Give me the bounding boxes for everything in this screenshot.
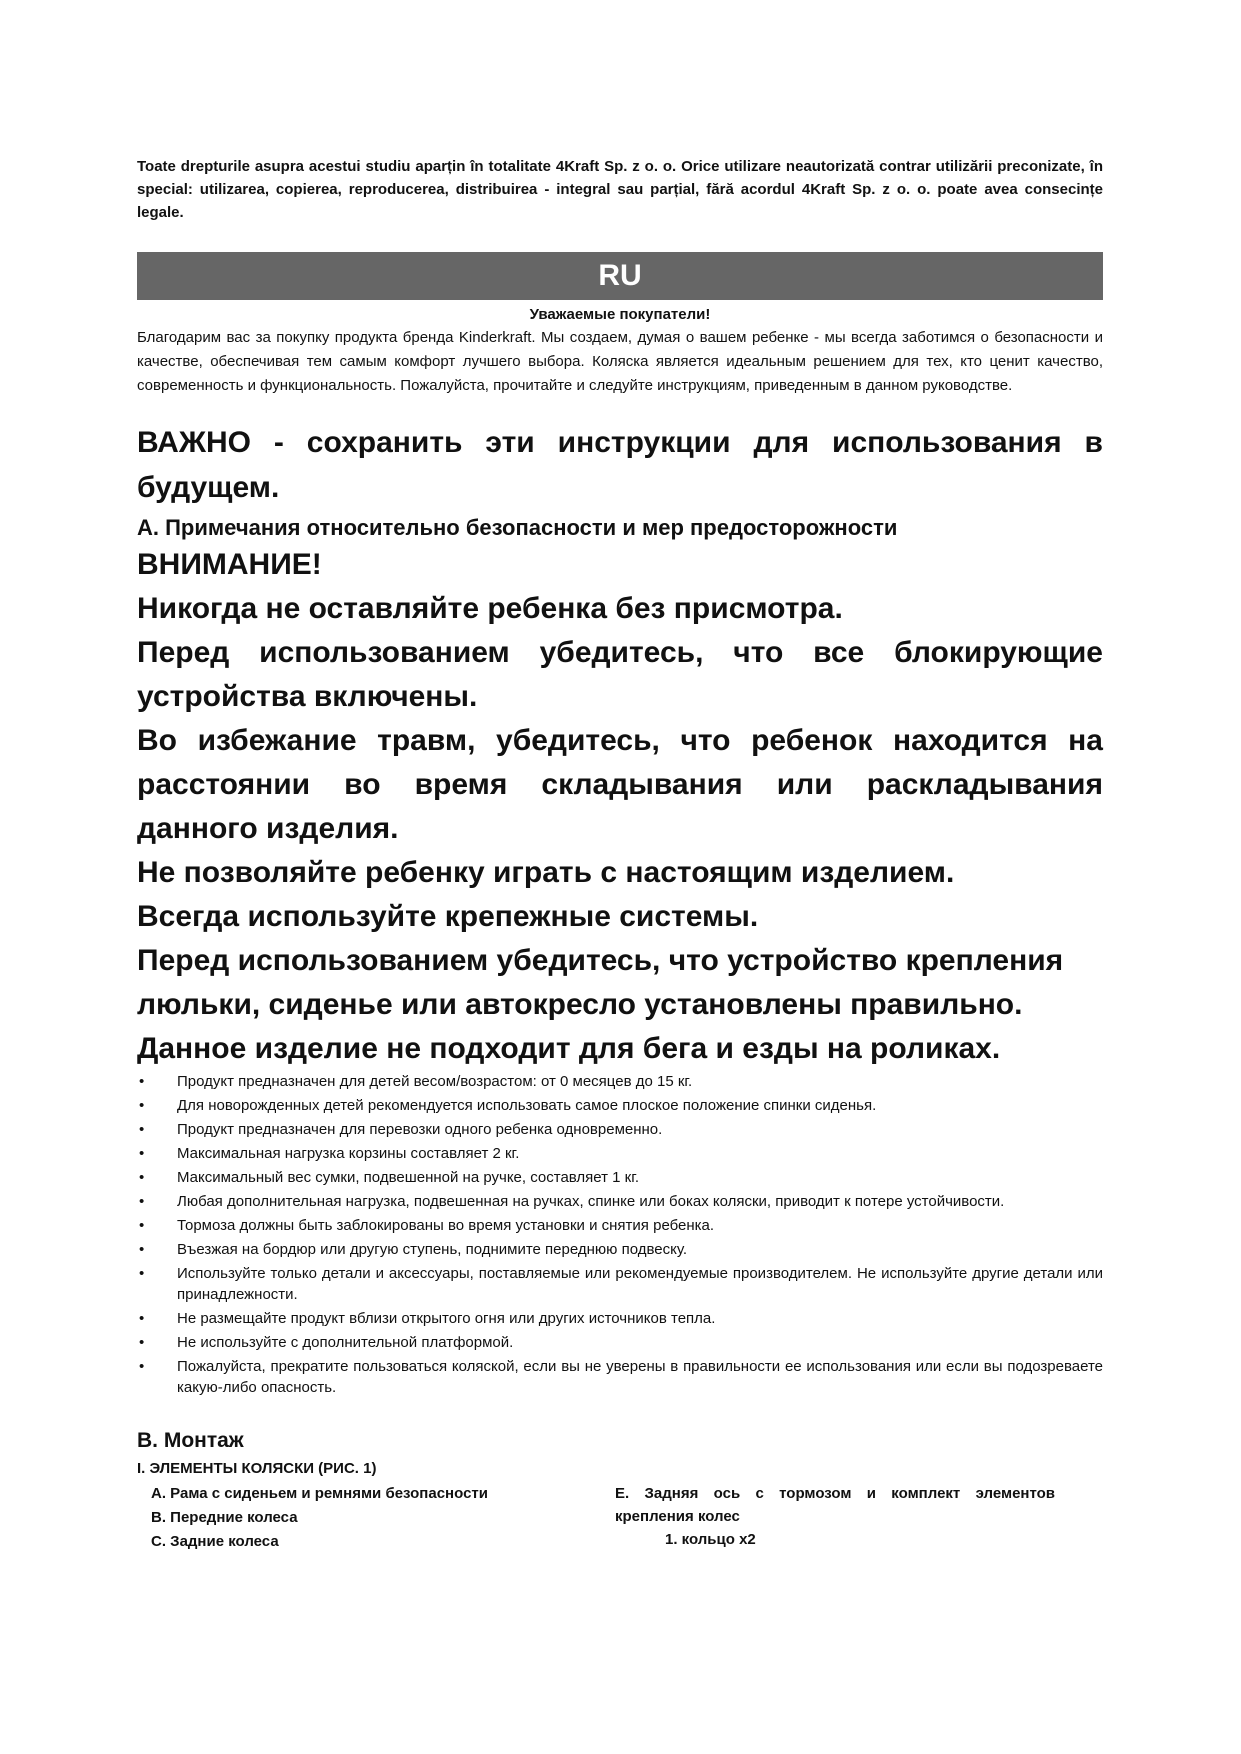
- list-item: • Используйте только детали и аксессуары, поставляемые или рекомендуемые производителем. Не используйте другие детали или принадлежности.: [139, 1265, 1103, 1303]
- important-notice: ВАЖНО - сохранить эти инструкции для использования в будущем.: [137, 426, 1103, 504]
- part-sub-item: 1. кольцо x2: [665, 1531, 756, 1548]
- list-item: • Любая дополнительная нагрузка, подвешенная на ручках, спинке или боках коляски, приводит к потере устойчивости.: [139, 1193, 1005, 1210]
- warning-line: Перед использованием убедитесь, что все блокирующие устройства включены.: [137, 636, 1103, 713]
- part-item: C. Задние колеса: [151, 1533, 279, 1550]
- parts-list-right: [615, 1482, 1055, 1551]
- bullet-icon: •: [139, 1217, 145, 1234]
- bullet-icon: •: [139, 1310, 145, 1327]
- list-item: • Тормоза должны быть заблокированы во время установки и снятия ребенка.: [139, 1217, 715, 1234]
- warning-title: ВНИМАНИЕ!: [137, 548, 322, 581]
- list-item: • Максимальная нагрузка корзины составляет 2 кг.: [139, 1145, 520, 1162]
- bullet-icon: •: [139, 1241, 145, 1258]
- copyright-notice: Toate drepturile asupra acestui studiu aparțin în totalitate 4Kraft Sp. z o. o. Orice utilizare neautorizată contrar utilizării preconizate, în special: utilizarea, copierea, reproducerea, distribuirea - integral sau parțial, fără acordul 4Kraft Sp. z o. o. poate avea consecințe legale.: [137, 158, 1103, 221]
- warning-line: Всегда используйте крепежные системы.: [137, 900, 759, 933]
- intro-paragraph: Благодарим вас за покупку продукта бренда Kinderkraft. Мы создаем, думая о вашем ребенке - мы всегда заботимся о безопасности и качестве, обеспечивая тем самым комфорт лучшего выбора. Коляска является идеальным решением для тех, кто ценит качество, современность и функциональность. Пожалуйста, прочитайте и следуйте инструкциям, приведенным в данном руководстве.: [137, 329, 1103, 394]
- bullet-icon: •: [139, 1121, 145, 1138]
- section-a-heading: A. Примечания относительно безопасности и мер предосторожности: [137, 515, 898, 540]
- list-item: • Въезжая на бордюр или другую ступень, поднимите переднюю подвеску.: [139, 1241, 688, 1258]
- warning-line: Данное изделие не подходит для бега и езды на роликах.: [137, 1032, 1001, 1065]
- parts-title: I. ЭЛЕМЕНТЫ КОЛЯСКИ (РИС. 1): [137, 1460, 377, 1477]
- list-item: • Не используйте с дополнительной платформой.: [139, 1334, 514, 1351]
- list-item: • Пожалуйста, прекратите пользоваться коляской, если вы не уверены в правильности ее использования или если вы подозреваете какую-либо опасность.: [139, 1358, 1103, 1396]
- language-header-bar: RU: [137, 252, 1103, 300]
- safety-bullet-list: [137, 1071, 1103, 1401]
- parts-list-left: [151, 1482, 591, 1554]
- bullet-icon: •: [139, 1193, 145, 1210]
- part-item: A. Рама с сиденьем и ремнями безопасности: [151, 1485, 488, 1502]
- bullet-icon: •: [139, 1358, 145, 1375]
- warning-line: Никогда не оставляйте ребенка без присмотра.: [137, 592, 843, 625]
- bullet-icon: •: [139, 1073, 145, 1090]
- greeting-heading: Уважаемые покупатели!: [529, 306, 711, 323]
- list-item: • Продукт предназначен для перевозки одного ребенка одновременно.: [139, 1121, 663, 1138]
- warning-line: Не позволяйте ребенку играть с настоящим изделием.: [137, 856, 955, 889]
- warning-line: Перед использованием убедитесь, что устройство крепления люльки, сиденье или автокресло установлены правильно.: [137, 944, 1064, 1021]
- list-item: • Не размещайте продукт вблизи открытого огня или других источников тепла.: [139, 1310, 716, 1327]
- warnings-block: [137, 543, 1103, 1071]
- bullet-icon: •: [139, 1097, 145, 1114]
- warning-line: Во избежание травм, убедитесь, что ребенок находится на расстоянии во время складывания или раскладывания данного изделия.: [137, 724, 1103, 845]
- bullet-icon: •: [139, 1334, 145, 1351]
- bullet-icon: •: [139, 1169, 145, 1186]
- bullet-icon: •: [139, 1145, 145, 1162]
- section-b-heading: B. Монтаж: [137, 1429, 244, 1452]
- list-item: • Для новорожденных детей рекомендуется использовать самое плоское положение спинки сиденья.: [139, 1097, 877, 1114]
- part-item: B. Передние колеса: [151, 1509, 298, 1526]
- part-item: E. Задняя ось с тормозом и комплект элементов крепления колес: [615, 1485, 1055, 1525]
- bullet-icon: •: [139, 1265, 145, 1282]
- list-item: • Продукт предназначен для детей весом/возрастом: от 0 месяцев до 15 кг.: [139, 1073, 693, 1090]
- list-item: • Максимальный вес сумки, подвешенной на ручке, составляет 1 кг.: [139, 1169, 640, 1186]
